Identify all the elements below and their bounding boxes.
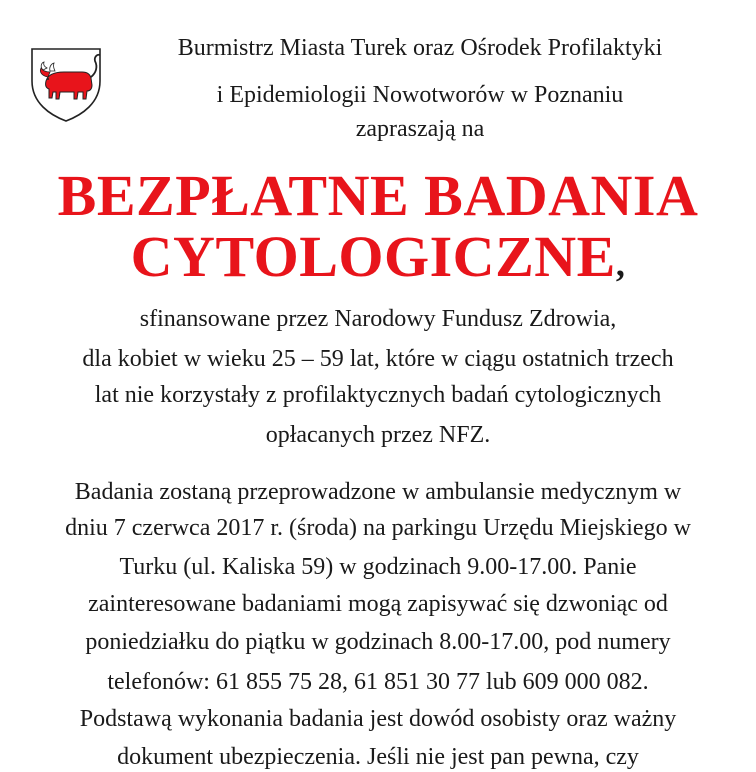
details-line: dniu 7 czerwca 2017 r. (środa) na parkingu Urzędu Miejskiego w xyxy=(65,515,691,541)
intro-line: opłacanych przez NFZ. xyxy=(265,422,491,448)
intro-line: dla kobiet w wieku 25 – 59 lat, które w ciągu ostatnich trzech xyxy=(82,346,674,372)
details-line: telefonów: 61 855 75 28, 61 851 30 77 lub 609 000 082. xyxy=(107,669,649,695)
intro-line: lat nie korzystały z profilaktycznych badań cytologicznych xyxy=(94,382,662,408)
details-line: Turku (ul. Kaliska 59) w godzinach 9.00-17.00. Panie xyxy=(119,554,637,580)
intro-line: sfinansowane przez Narodowy Fundusz Zdrowia, xyxy=(139,306,617,332)
header-line-2: i Epidemiologii Nowotworów w Poznaniu xyxy=(216,82,624,108)
details-line: Podstawą wykonania badania jest dowód osobisty oraz ważny xyxy=(79,706,677,732)
details-line: zainteresowane badaniami mogą zapisywać się dzwoniąc od xyxy=(88,591,668,617)
title-line-1: BEZPŁATNE BADANIA xyxy=(57,163,699,228)
title-comma: , xyxy=(615,244,626,284)
title-line-2-wrapper xyxy=(0,225,756,296)
details-line: poniedziałku do piątku w godzinach 8.00-17.00, pod numery xyxy=(85,629,671,655)
header-line-3: zapraszają na xyxy=(355,116,485,142)
details-line: dokument ubezpieczenia. Jeśli nie jest pan pewna, czy xyxy=(117,744,639,770)
details-line: Badania zostaną przeprowadzone w ambulansie medycznym w xyxy=(74,479,682,505)
title-line-2: CYTOLOGICZNE xyxy=(130,224,616,289)
header-line-1: Burmistrz Miasta Turek oraz Ośrodek Profilaktyki xyxy=(177,35,663,61)
